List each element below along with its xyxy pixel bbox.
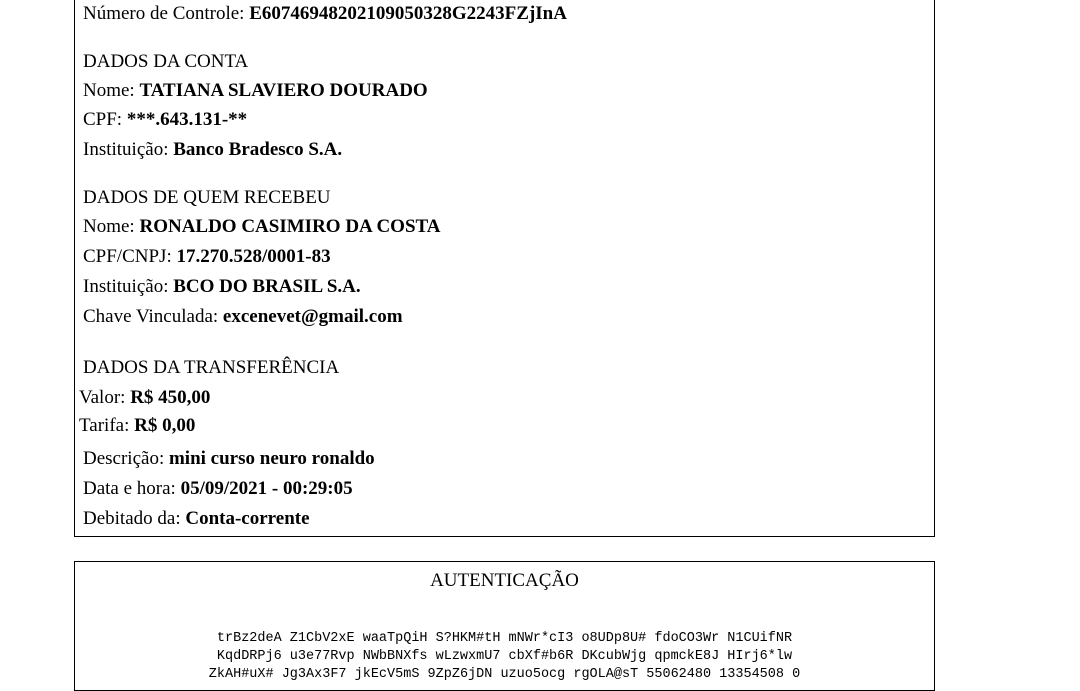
transfer-debited-label: Debitado da: <box>83 508 181 529</box>
transfer-fee-label: Tarifa: <box>79 415 130 436</box>
recipient-institution-value: BCO DO BRASIL S.A. <box>173 276 361 297</box>
account-name-row <box>83 80 428 102</box>
transfer-amount-row <box>79 387 210 409</box>
recipient-document-value: 17.270.528/0001-83 <box>176 246 331 267</box>
control-number-row <box>83 3 567 25</box>
authentication-code-line: trBz2deA Z1CbV2xE waaTpQiH S?HKM#tH mNWr*cI3 o8UDp8U# fdoCO3Wr N1CUifNR <box>216 631 793 646</box>
account-cpf-label: CPF: <box>83 109 123 130</box>
transfer-section-title: DADOS DA TRANSFERÊNCIA <box>83 357 340 378</box>
recipient-name-value: RONALDO CASIMIRO DA COSTA <box>139 216 441 237</box>
recipient-document-label: CPF/CNPJ: <box>83 246 172 267</box>
authentication-code-line: KqdDRPj6 u3e77Rvp NWbBNXfs wLzwxmU7 cbXf#b6R DKcubWjg qpmckE8J HIrj6*lw <box>216 649 793 664</box>
recipient-name-label: Nome: <box>83 216 135 237</box>
control-number-label: Número de Controle: <box>83 3 245 24</box>
transfer-amount-value: R$ 450,00 <box>130 387 211 408</box>
account-cpf-value: ***.643.131-** <box>126 109 248 130</box>
recipient-name-row <box>83 216 441 238</box>
recipient-institution-row <box>83 276 361 298</box>
transfer-fee-value: R$ 0,00 <box>134 415 196 436</box>
recipient-key-row <box>83 306 403 328</box>
account-name-value: TATIANA SLAVIERO DOURADO <box>139 80 428 101</box>
recipient-key-label: Chave Vinculada: <box>83 306 219 327</box>
authentication-panel <box>74 561 935 691</box>
authentication-title: AUTENTICAÇÃO <box>430 570 579 591</box>
transfer-datetime-value: 05/09/2021 - 00:29:05 <box>180 478 353 499</box>
transfer-description-value: mini curso neuro ronaldo <box>168 448 375 469</box>
recipient-section-title: DADOS DE QUEM RECEBEU <box>83 187 331 208</box>
account-institution-value: Banco Bradesco S.A. <box>173 139 343 160</box>
account-name-label: Nome: <box>83 80 135 101</box>
transfer-description-row <box>83 448 375 470</box>
account-cpf-row <box>83 109 247 131</box>
account-institution-row <box>83 139 342 161</box>
recipient-institution-label: Instituição: <box>83 276 169 297</box>
recipient-key-value: excenevet@gmail.com <box>222 306 403 327</box>
transfer-receipt-panel <box>74 0 935 537</box>
recipient-document-row <box>83 246 331 268</box>
authentication-code-line: ZkAH#uX# Jg3Ax3F7 jkEcV5mS 9ZpZ6jDN uzuo5ocg rgOLA@sT 55062480 13354508 0 <box>208 667 801 682</box>
account-institution-label: Instituição: <box>83 139 169 160</box>
transfer-debited-row <box>83 508 310 530</box>
transfer-fee-row <box>79 415 195 437</box>
transfer-datetime-row <box>83 478 353 500</box>
account-section-title: DADOS DA CONTA <box>83 51 249 72</box>
transfer-amount-label: Valor: <box>79 387 126 408</box>
transfer-description-label: Descrição: <box>83 448 165 469</box>
transfer-datetime-label: Data e hora: <box>83 478 176 499</box>
control-number-value: E60746948202109050328G2243FZjInA <box>249 3 567 24</box>
transfer-debited-value: Conta-corrente <box>185 508 310 529</box>
